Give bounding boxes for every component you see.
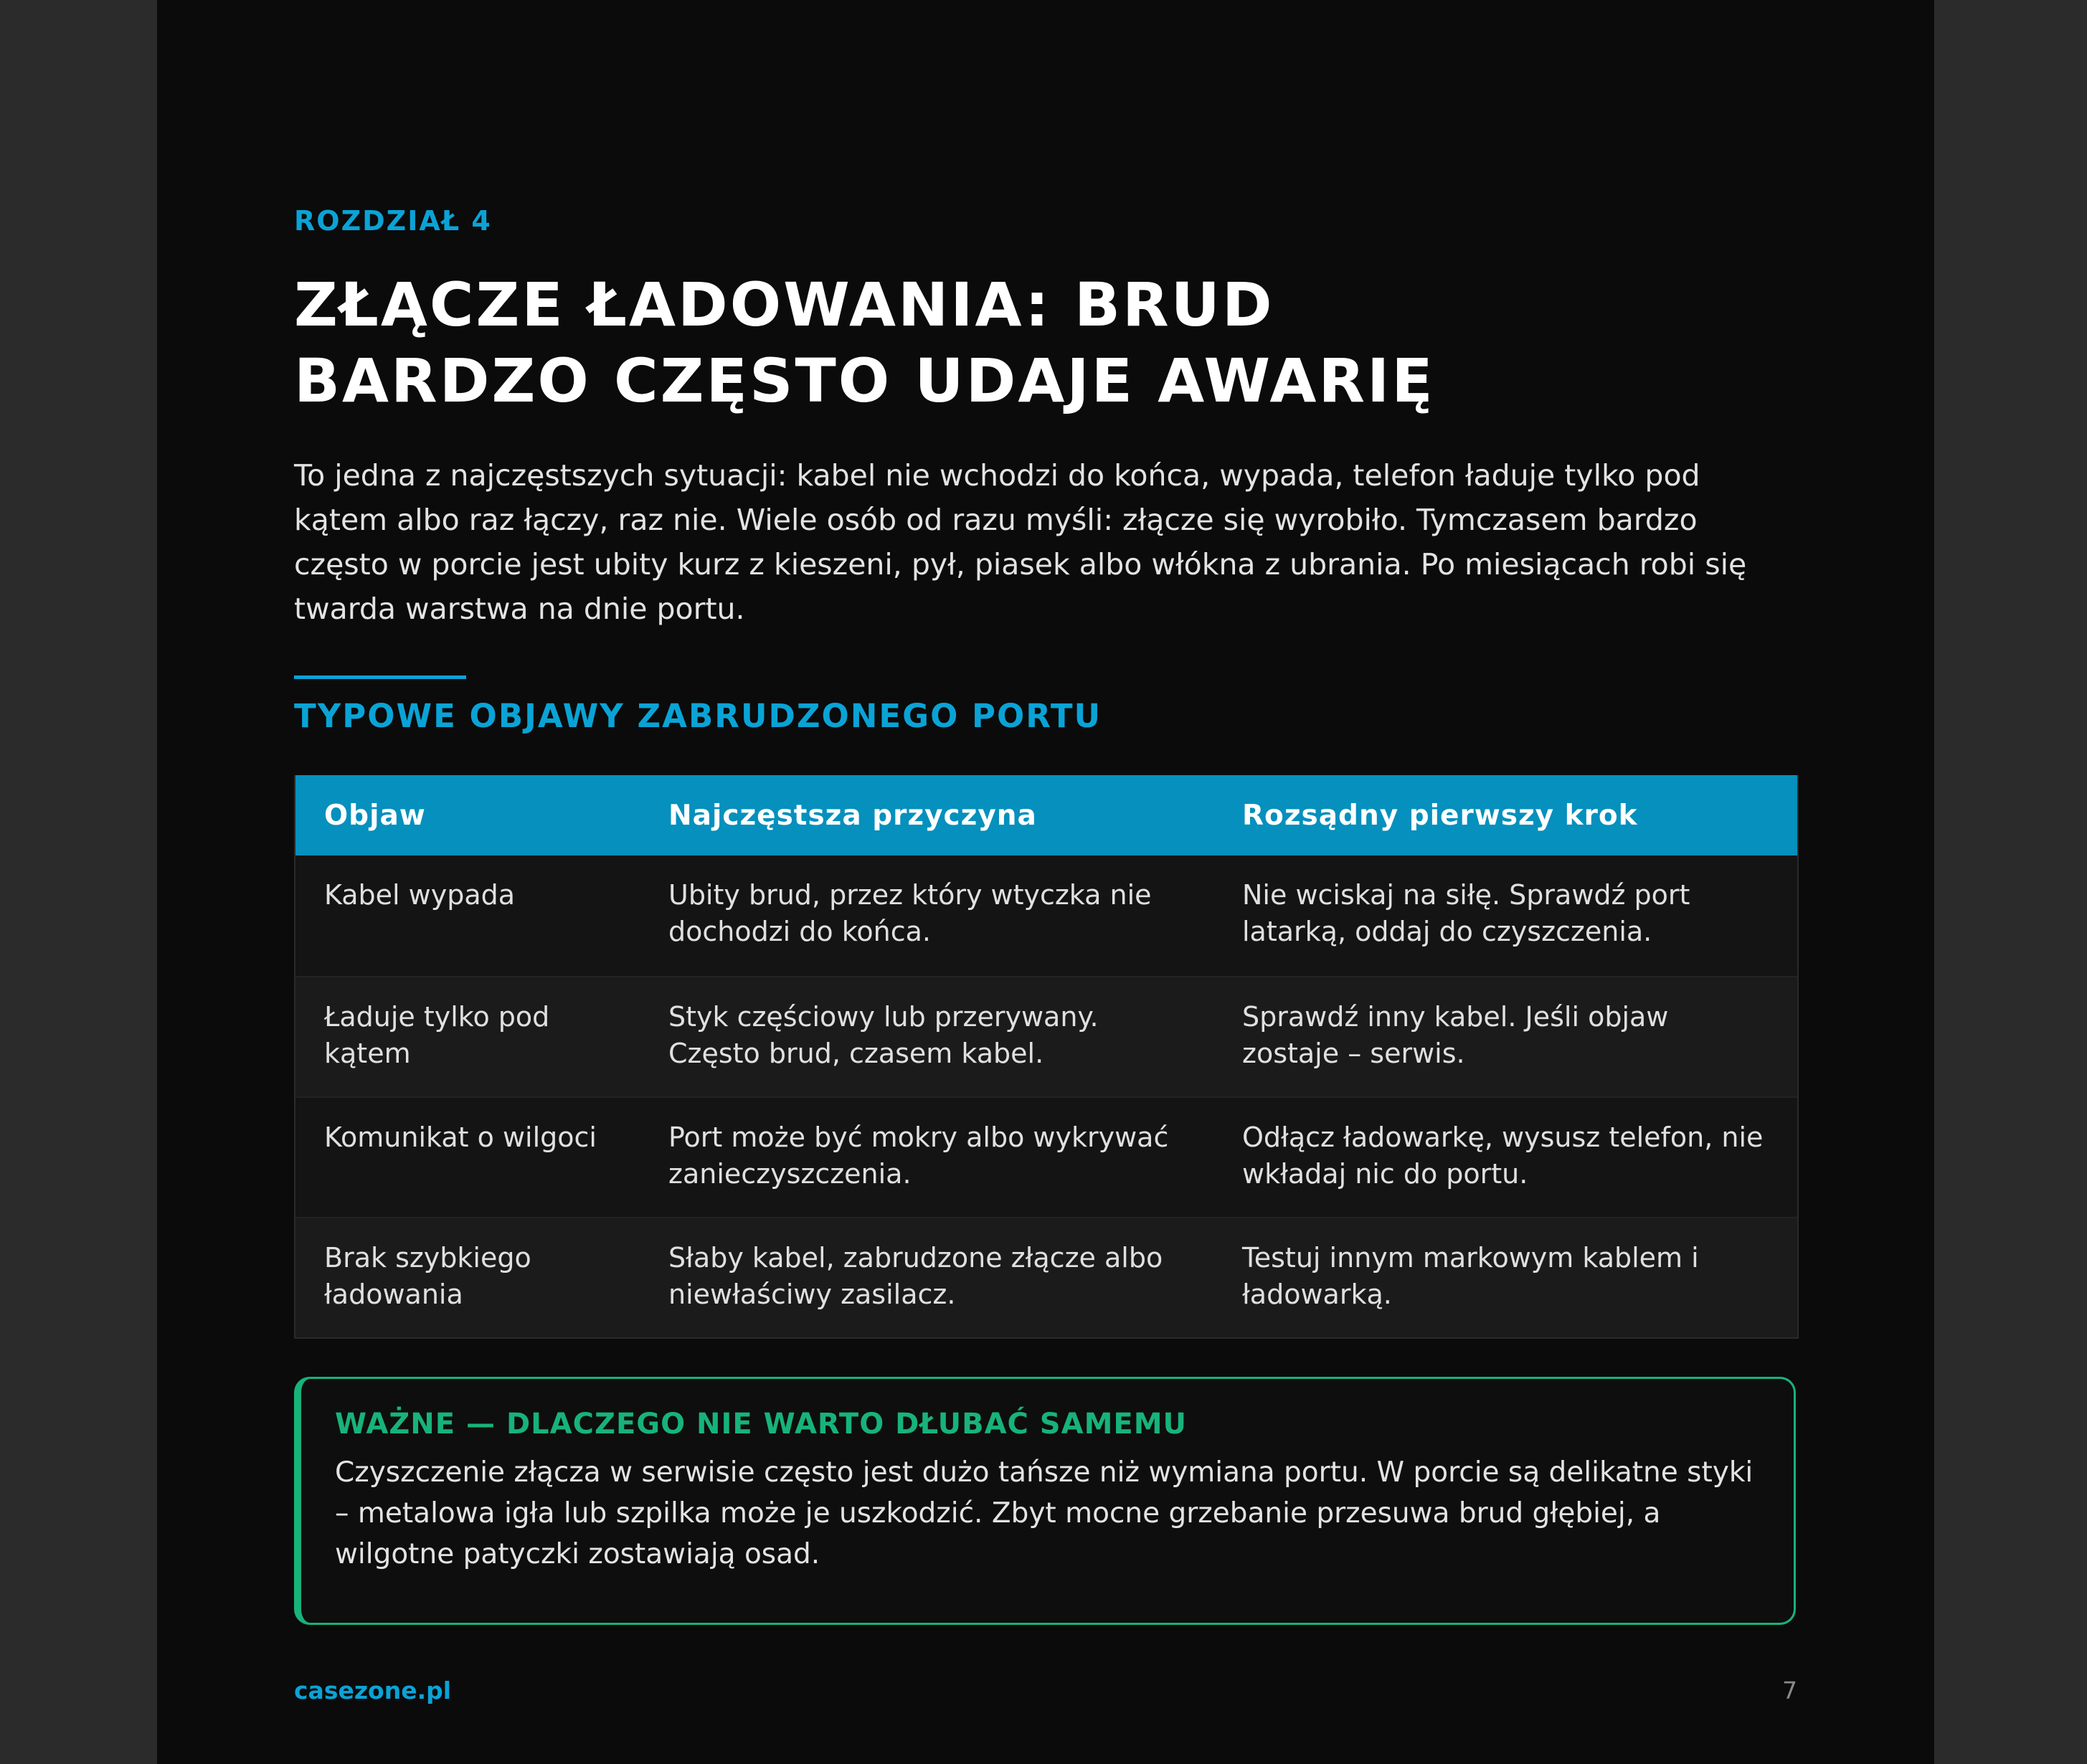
cell-cause xyxy=(640,1240,1213,1337)
cell-step xyxy=(1213,877,1797,976)
table-header xyxy=(295,775,1797,855)
section-divider xyxy=(294,675,466,679)
page-title xyxy=(294,267,1728,419)
cell-cause xyxy=(640,877,1213,976)
table-row xyxy=(295,1217,1797,1337)
cell-line: Komunikat o wilgoci xyxy=(324,1122,597,1153)
cell-line: Brak szybkiego xyxy=(324,1242,531,1274)
cell-step xyxy=(1213,1119,1797,1217)
section-heading: TYPOWE OBJAWY ZABRUDZONEGO PORTU xyxy=(294,697,1102,735)
footer-brand: casezone.pl xyxy=(294,1677,452,1704)
intro-paragraph: To jedna z najczęstszych sytuacji: kabel nie wchodzi do końca, wypada, telefon ładuje tylko pod kątem albo raz łączy, raz nie. Wiele osób od razu myśli: złącze się wyrobiło. Tymczasem bardzo często w porcie jest ubity kurz z kieszeni, pył, piasek albo włókna z ubrania. Po miesiącach robi się twarda warstwa na dnie portu. xyxy=(294,458,1747,626)
cell-symptom xyxy=(295,1119,640,1217)
table-row xyxy=(295,976,1797,1096)
cell-line: Port może być mokry albo wykrywać xyxy=(668,1122,1169,1153)
cell-line: Styk częściowy lub przerywany. xyxy=(668,1001,1099,1033)
cell-line: niewłaściwy zasilacz. xyxy=(668,1279,956,1310)
callout-text: Czyszczenie złącza w serwisie często jest dużo tańsze niż wymiana portu. W porcie są delikatne styki – metalowa igła lub szpilka może je uszkodzić. Zbyt mocne grzebanie przesuwa brud głębiej, a wilgotne patyczki zostawiają osad. xyxy=(335,1456,1754,1570)
cell-symptom xyxy=(295,999,640,1096)
table-row xyxy=(295,1096,1797,1217)
table-row xyxy=(295,855,1797,976)
cell-cause xyxy=(640,999,1213,1096)
cell-line: Ładuje tylko pod xyxy=(324,1001,550,1033)
cell-line: Często brud, czasem kabel. xyxy=(668,1038,1044,1069)
page-number: 7 xyxy=(1782,1677,1797,1704)
cell-line: Słaby kabel, zabrudzone złącze albo xyxy=(668,1242,1163,1274)
document-page xyxy=(157,0,1934,1764)
cell-line: Kabel wypada xyxy=(324,879,516,911)
cell-line: kątem xyxy=(324,1038,411,1069)
cell-line: dochodzi do końca. xyxy=(668,916,931,947)
symptoms-table xyxy=(294,775,1799,1339)
cell-line: zostaje – serwis. xyxy=(1242,1038,1465,1069)
important-callout xyxy=(294,1377,1796,1625)
title-line-1: ZŁĄCZE ŁADOWANIA: BRUD xyxy=(294,270,1274,340)
title-line-2: BARDZO CZĘSTO UDAJE AWARIĘ xyxy=(294,346,1435,416)
header-symptom: Objaw xyxy=(324,799,426,832)
header-first-step: Rozsądny pierwszy krok xyxy=(1242,799,1638,832)
cell-line: wkładaj nic do portu. xyxy=(1242,1158,1528,1190)
cell-step xyxy=(1213,999,1797,1096)
cell-line: Testuj innym markowym kablem i xyxy=(1242,1242,1699,1274)
cell-symptom xyxy=(295,1240,640,1337)
cell-line: latarką, oddaj do czyszczenia. xyxy=(1242,916,1652,947)
chapter-label: ROZDZIAŁ 4 xyxy=(294,205,492,237)
cell-line: Ubity brud, przez który wtyczka nie xyxy=(668,879,1152,911)
header-cause: Najczęstsza przyczyna xyxy=(668,799,1037,832)
cell-step xyxy=(1213,1240,1797,1337)
cell-line: ładowarką. xyxy=(1242,1279,1392,1310)
cell-line: Sprawdź inny kabel. Jeśli objaw xyxy=(1242,1001,1669,1033)
cell-cause xyxy=(640,1119,1213,1217)
cell-line: ładowania xyxy=(324,1279,463,1310)
cell-symptom xyxy=(295,877,640,976)
cell-line: zanieczyszczenia. xyxy=(668,1158,912,1190)
cell-line: Nie wciskaj na siłę. Sprawdź port xyxy=(1242,879,1690,911)
callout-title: WAŻNE — DLACZEGO NIE WARTO DŁUBAĆ SAMEMU xyxy=(335,1408,1187,1441)
cell-line: Odłącz ładowarkę, wysusz telefon, nie xyxy=(1242,1122,1764,1153)
